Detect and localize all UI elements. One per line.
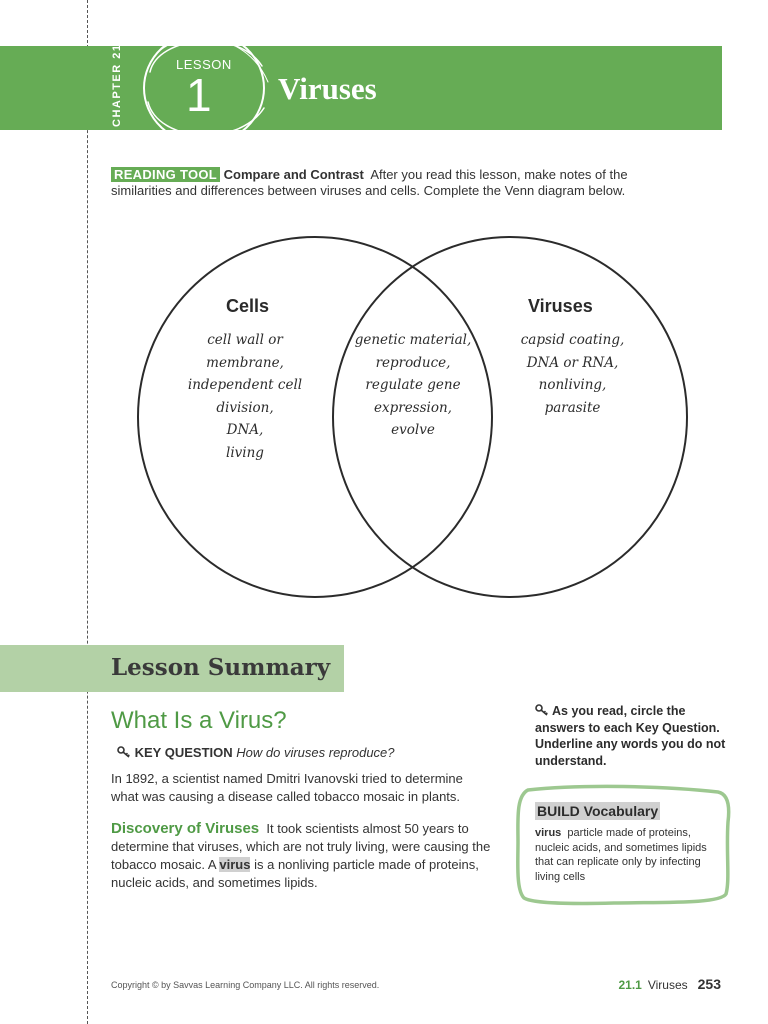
discovery-paragraph <box>111 820 496 892</box>
reading-tool-badge: READING TOOL <box>111 167 220 182</box>
chapter-label: CHAPTER 21 <box>111 43 123 127</box>
venn-middle-notes: genetic material, reproduce, regulate gene expression, evolve <box>354 332 472 438</box>
section-heading: What Is a Virus? <box>111 707 287 734</box>
summary-paragraph: In 1892, a scientist named Dmitri Ivanovski tried to determine what was causing a disease called tobacco mosaic in plants. <box>111 771 463 804</box>
key-question-text: How do viruses reproduce? <box>236 745 395 760</box>
section-name: Viruses <box>647 978 688 992</box>
lesson-number: 1 <box>186 69 212 121</box>
key-icon <box>117 746 131 758</box>
venn-right-notes: capsid coating, DNA or RNA, nonliving, parasite <box>520 332 625 416</box>
vocabulary-definition-text: particle made of proteins, nucleic acids, and sometimes lipids that can replicate only by infecting living cells <box>535 827 707 883</box>
venn-left-notes: cell wall or membrane, independent cell division, DNA, living <box>187 332 303 461</box>
summary-title: Lesson Summary <box>111 654 331 681</box>
lesson-label: LESSON <box>176 57 232 72</box>
tip-text: As you read, circle the answers to each Key Question. Underline any words you do not understand. <box>535 704 726 768</box>
lesson-title: Viruses <box>278 71 377 106</box>
venn-left-title: Cells <box>226 296 270 316</box>
discovery-heading: Discovery of Viruses <box>111 820 260 837</box>
key-question <box>117 745 395 760</box>
page-folio <box>618 976 721 992</box>
venn-right-title: Viruses <box>528 296 593 316</box>
vocabulary-definition <box>535 826 725 884</box>
reading-tool-text: After you read this lesson, make notes of the similarities and differences between viruses and cells. Complete the Venn diagram below. <box>111 167 628 198</box>
copyright-notice: Copyright © by Savvas Learning Company LLC. All rights reserved. <box>111 980 380 990</box>
margin-dashed-line <box>87 0 88 1024</box>
vocab-term-highlight: virus <box>219 857 251 872</box>
vocabulary-term: virus <box>535 827 562 839</box>
discovery-text-end: is a nonliving particle made of proteins, nucleic acids, and sometimes lipids. <box>111 857 479 890</box>
page-number: 253 <box>697 976 721 992</box>
reading-tool-instructions <box>111 167 631 199</box>
key-question-label: KEY QUESTION <box>134 745 233 760</box>
reading-tool-heading: Compare and Contrast <box>223 167 364 182</box>
key-icon <box>535 704 549 716</box>
key-question-tip <box>535 703 735 769</box>
discovery-text-start: It took scientists almost 50 years to determine that viruses, which are not truly living, were causing the tobacco mosaic. A <box>111 821 491 872</box>
vocabulary-heading: BUILD Vocabulary <box>537 803 659 819</box>
section-number: 21.1 <box>618 978 642 992</box>
